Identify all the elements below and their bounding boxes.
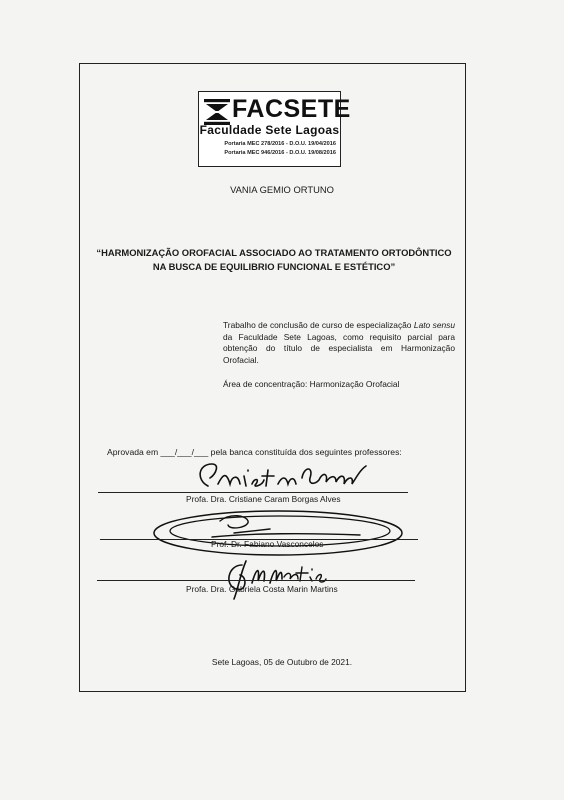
signature-line-1: [98, 492, 408, 493]
description-italic: Lato sensu: [413, 320, 455, 330]
signature-2: [150, 503, 420, 563]
author-name: VANIA GEMIO ORTUNO: [230, 184, 334, 195]
approval-statement: Aprovada em ___/___/___ pela banca constituída dos seguintes professores:: [107, 447, 402, 457]
description-part-2: da Faculdade Sete Lagoas, como requisito parcial para obtenção do título de especialista em Harmonização Orofacial.: [223, 331, 455, 365]
logo-portaria-1: Portaria MEC 278/2016 - D.O.U. 19/04/2016: [224, 141, 336, 147]
examiner-name-2: Prof. Dr. Fabiano Vasconcelos: [211, 539, 324, 549]
signature-line-3: [97, 580, 415, 581]
logo-subtitle: Faculdade Sete Lagoas: [199, 123, 340, 137]
concentration-area: Área de concentração: Harmonização Orofacial: [223, 379, 400, 389]
work-description: [223, 320, 455, 366]
description-part-1: Trabalho de conclusão de curso de especialização: [223, 320, 414, 330]
logo-portaria-2: Portaria MEC 946/2016 - D.O.U. 19/08/2016: [224, 150, 336, 156]
logo-name: FACSETE: [232, 95, 351, 123]
thesis-title: [84, 246, 464, 274]
facsete-logo: [198, 91, 351, 167]
signature-1: [190, 456, 380, 496]
thesis-title-line-2: NA BUSCA DE EQUILIBRIO FUNCIONAL E ESTÉTICO”: [152, 261, 396, 272]
examiner-name-3: Profa. Dra. Gabriela Costa Marin Martins: [186, 584, 338, 594]
examiner-name-1: Profa. Dra. Cristiane Caram Borgas Alves: [186, 494, 341, 504]
place-and-date: Sete Lagoas, 05 de Outubro de 2021.: [211, 657, 353, 667]
thesis-title-line-1: “HARMONIZAÇÃO OROFACIAL ASSOCIADO AO TRATAMENTO ORTODÔNTICO: [96, 247, 452, 258]
facsete-emblem-icon: [204, 99, 230, 125]
